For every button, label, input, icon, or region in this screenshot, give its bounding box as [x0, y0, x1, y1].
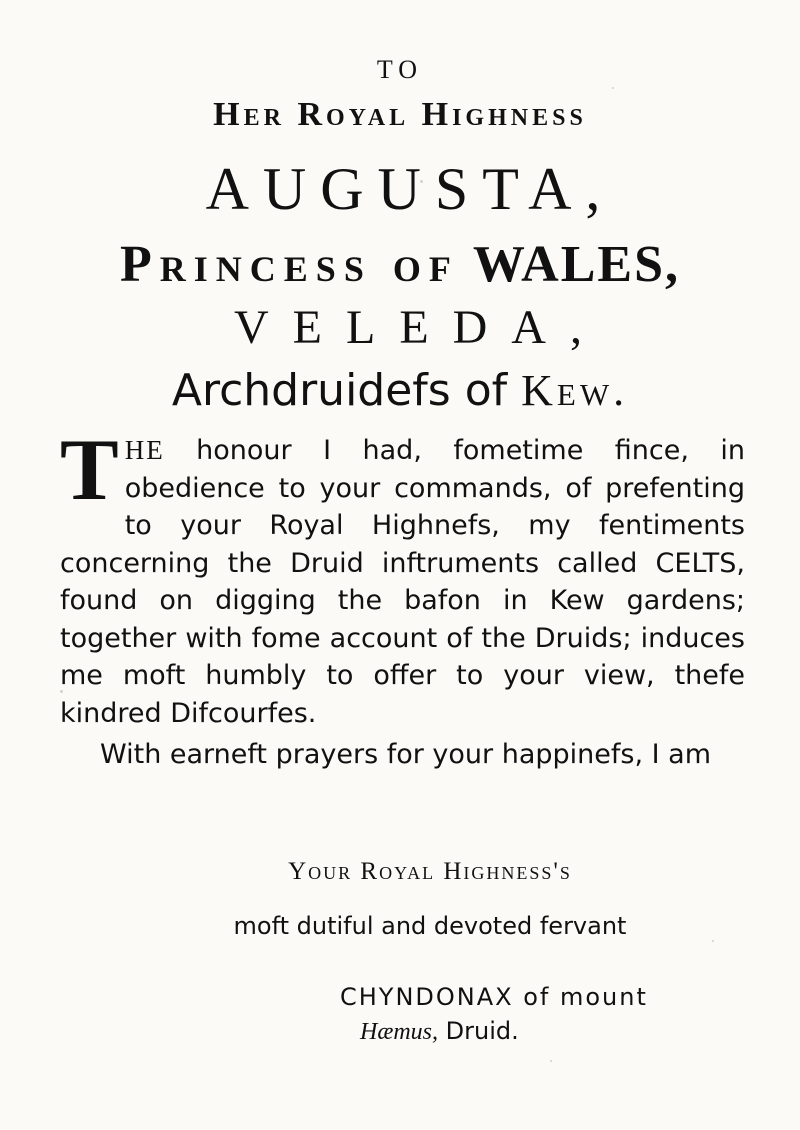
paper-speck	[350, 270, 352, 272]
dedication-princess-of-wales	[0, 235, 800, 294]
drop-cap: T	[60, 422, 119, 519]
signature-title: Druid.	[445, 1017, 519, 1045]
princess-of-text: Princess of	[120, 236, 459, 293]
signature-name: CHYNDONAX of mount	[340, 983, 648, 1011]
dedication-paragraph-1	[60, 422, 745, 732]
paper-speck	[60, 690, 63, 693]
paper-speck	[712, 940, 714, 942]
dedication-augusta: AUGUSTA,	[205, 156, 615, 222]
of-text: of	[464, 365, 508, 416]
kew-text: Kew.	[521, 366, 629, 415]
dedication-to: TO	[376, 55, 424, 84]
closing-servant: moft dutiful and devoted fervant	[233, 912, 627, 940]
signature-place: Hæmus,	[360, 1019, 439, 1045]
dedication-archdruidess-of-kew	[0, 365, 800, 416]
paper-speck	[612, 87, 614, 89]
archdruidess-text: Archdruidefs	[171, 365, 451, 416]
dedication-paragraph-2: With earneft prayers for your happinefs, I am	[100, 739, 712, 770]
signature-block	[340, 980, 648, 1049]
first-word: HE	[124, 435, 165, 465]
dedication-her-royal-highness: Her Royal Highness	[213, 96, 587, 133]
paper-speck	[550, 1060, 552, 1062]
closing-your-highness: Your Royal Highness's	[288, 858, 572, 885]
wales-text: WALES,	[472, 236, 680, 293]
dedication-veleda: VELEDA,	[234, 301, 606, 354]
paper-speck	[420, 180, 423, 183]
signature-line-2	[340, 1014, 648, 1049]
paragraph-1-text: honour I had, fometime fince, in obedience to your commands, of prefenting to your Royal Highnefs, my fentiments concerning the Druid inftruments called CELTS, found on digging the bafon in Kew gardens; together with fome account of the Druids; induces me moft humbly to offer to your view, thefe kindred Difcourfes.	[60, 435, 745, 729]
